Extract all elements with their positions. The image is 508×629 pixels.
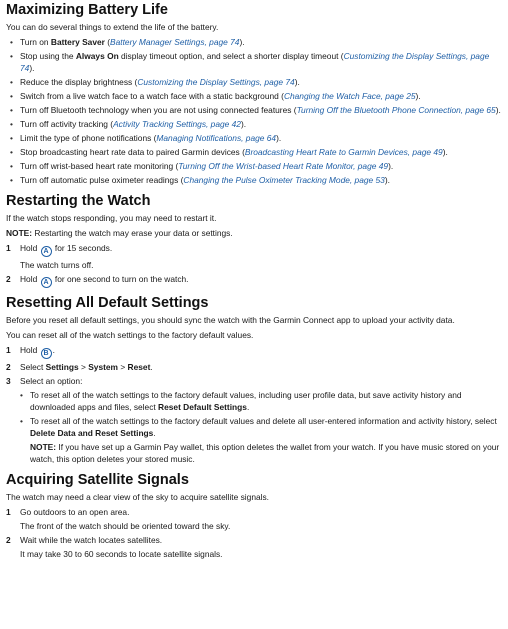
cross-reference-link[interactable]: Managing Notifications, page 64 <box>156 133 277 143</box>
list-item: • To reset all of the watch settings to the factory default values, including user profile data, but save activity history and downloaded apps and files, select Reset Default Settings. <box>6 389 502 413</box>
list-item: • Limit the type of phone notifications (Managing Notifications, page 64). <box>6 132 502 144</box>
list-item: • Reduce the display brightness (Customizing the Display Settings, page 74). <box>6 76 502 88</box>
reset-intro-2: You can reset all of the watch settings to the factory default values. <box>6 330 254 340</box>
step-item: 2 Hold A for one second to turn on the watch. <box>6 274 189 286</box>
list-item: • Turn on Battery Saver (Battery Manager Settings, page 74). <box>6 36 502 48</box>
list-item: • Stop broadcasting heart rate data to paired Garmin devices (Broadcasting Heart Rate to Garmin Devices, page 49). <box>6 146 502 158</box>
step-item: 2 Wait while the watch locates satellites. <box>6 535 163 545</box>
cross-reference-link[interactable]: Changing the Watch Face, page 25 <box>283 91 416 101</box>
restart-steps <box>6 242 502 288</box>
list-item: • Turn off activity tracking (Activity Tracking Settings, page 42). <box>6 118 502 130</box>
battery-intro: You can do several things to extend the life of the battery. <box>6 22 219 32</box>
step-item: 3 Select an option: <box>6 376 83 386</box>
step-item: 1 Hold A for 15 seconds. <box>6 243 113 255</box>
list-item: • To reset all of the watch settings to the factory default values and delete all user-entered information and activity history, select Delete Data and Reset Settings. <box>6 415 502 439</box>
cross-reference-link[interactable]: Customizing the Display Settings, page 74 <box>20 51 490 73</box>
section-title-satellite: Acquiring Satellite Signals <box>6 472 189 488</box>
cross-reference-link[interactable]: Changing the Pulse Oximeter Tracking Mode, page 53 <box>183 175 385 185</box>
section-title-reset: Resetting All Default Settings <box>6 295 209 311</box>
cross-reference-link[interactable]: Broadcasting Heart Rate to Garmin Devices, page 49 <box>244 147 443 157</box>
step-item: 1 Hold B . <box>6 345 55 357</box>
battery-tips-list <box>6 36 502 186</box>
satellite-steps <box>6 506 502 560</box>
cross-reference-link[interactable]: Turning Off the Wrist-based Heart Rate Monitor, page 49 <box>178 161 389 171</box>
reset-intro: Before you reset all default settings, you should sync the watch with the Garmin Connect app to upload your activity data. <box>6 315 455 325</box>
button-b-icon: B <box>41 348 52 359</box>
cross-reference-link[interactable]: Battery Manager Settings, page 74 <box>110 37 240 47</box>
reset-options-list <box>6 389 502 439</box>
button-a-icon: A <box>41 277 52 288</box>
step-result: The front of the watch should be oriented toward the sky. <box>20 521 231 531</box>
reset-steps <box>6 344 502 387</box>
cross-reference-link[interactable]: Activity Tracking Settings, page 42 <box>113 119 241 129</box>
step-result: The watch turns off. <box>20 260 94 270</box>
section-title-battery: Maximizing Battery Life <box>6 2 168 18</box>
section-title-restart: Restarting the Watch <box>6 193 151 209</box>
reset-note: NOTE: If you have set up a Garmin Pay wallet, this option deletes the wallet from your watch. If you have music stored on your watch, this option deletes your stored music. <box>30 442 500 464</box>
list-item: • Switch from a live watch face to a watch face with a static background (Changing the Watch Face, page 25). <box>6 90 502 102</box>
step-result: It may take 30 to 60 seconds to locate satellite signals. <box>20 549 223 559</box>
list-item: • Turn off Bluetooth technology when you are not using connected features (Turning Off the Bluetooth Phone Connection, page 65). <box>6 104 502 116</box>
satellite-intro: The watch may need a clear view of the sky to acquire satellite signals. <box>6 492 270 502</box>
restart-note: NOTE: Restarting the watch may erase your data or settings. <box>6 228 233 238</box>
list-item: • Stop using the Always On display timeout option, and select a shorter display timeout (Customizing the Display Settings, page 74). <box>6 50 502 74</box>
restart-intro: If the watch stops responding, you may need to restart it. <box>6 213 217 223</box>
list-item: • Turn off wrist-based heart rate monitoring (Turning Off the Wrist-based Heart Rate Monitor, page 49). <box>6 160 502 172</box>
cross-reference-link[interactable]: Customizing the Display Settings, page 74 <box>137 77 295 87</box>
list-item: • Turn off automatic pulse oximeter readings (Changing the Pulse Oximeter Tracking Mode, page 53). <box>6 174 502 186</box>
button-a-icon: A <box>41 246 52 257</box>
step-item: 2 Select Settings > System > Reset. <box>6 362 153 372</box>
cross-reference-link[interactable]: Turning Off the Bluetooth Phone Connection, page 65 <box>296 105 496 115</box>
step-item: 1 Go outdoors to an open area. <box>6 507 130 517</box>
